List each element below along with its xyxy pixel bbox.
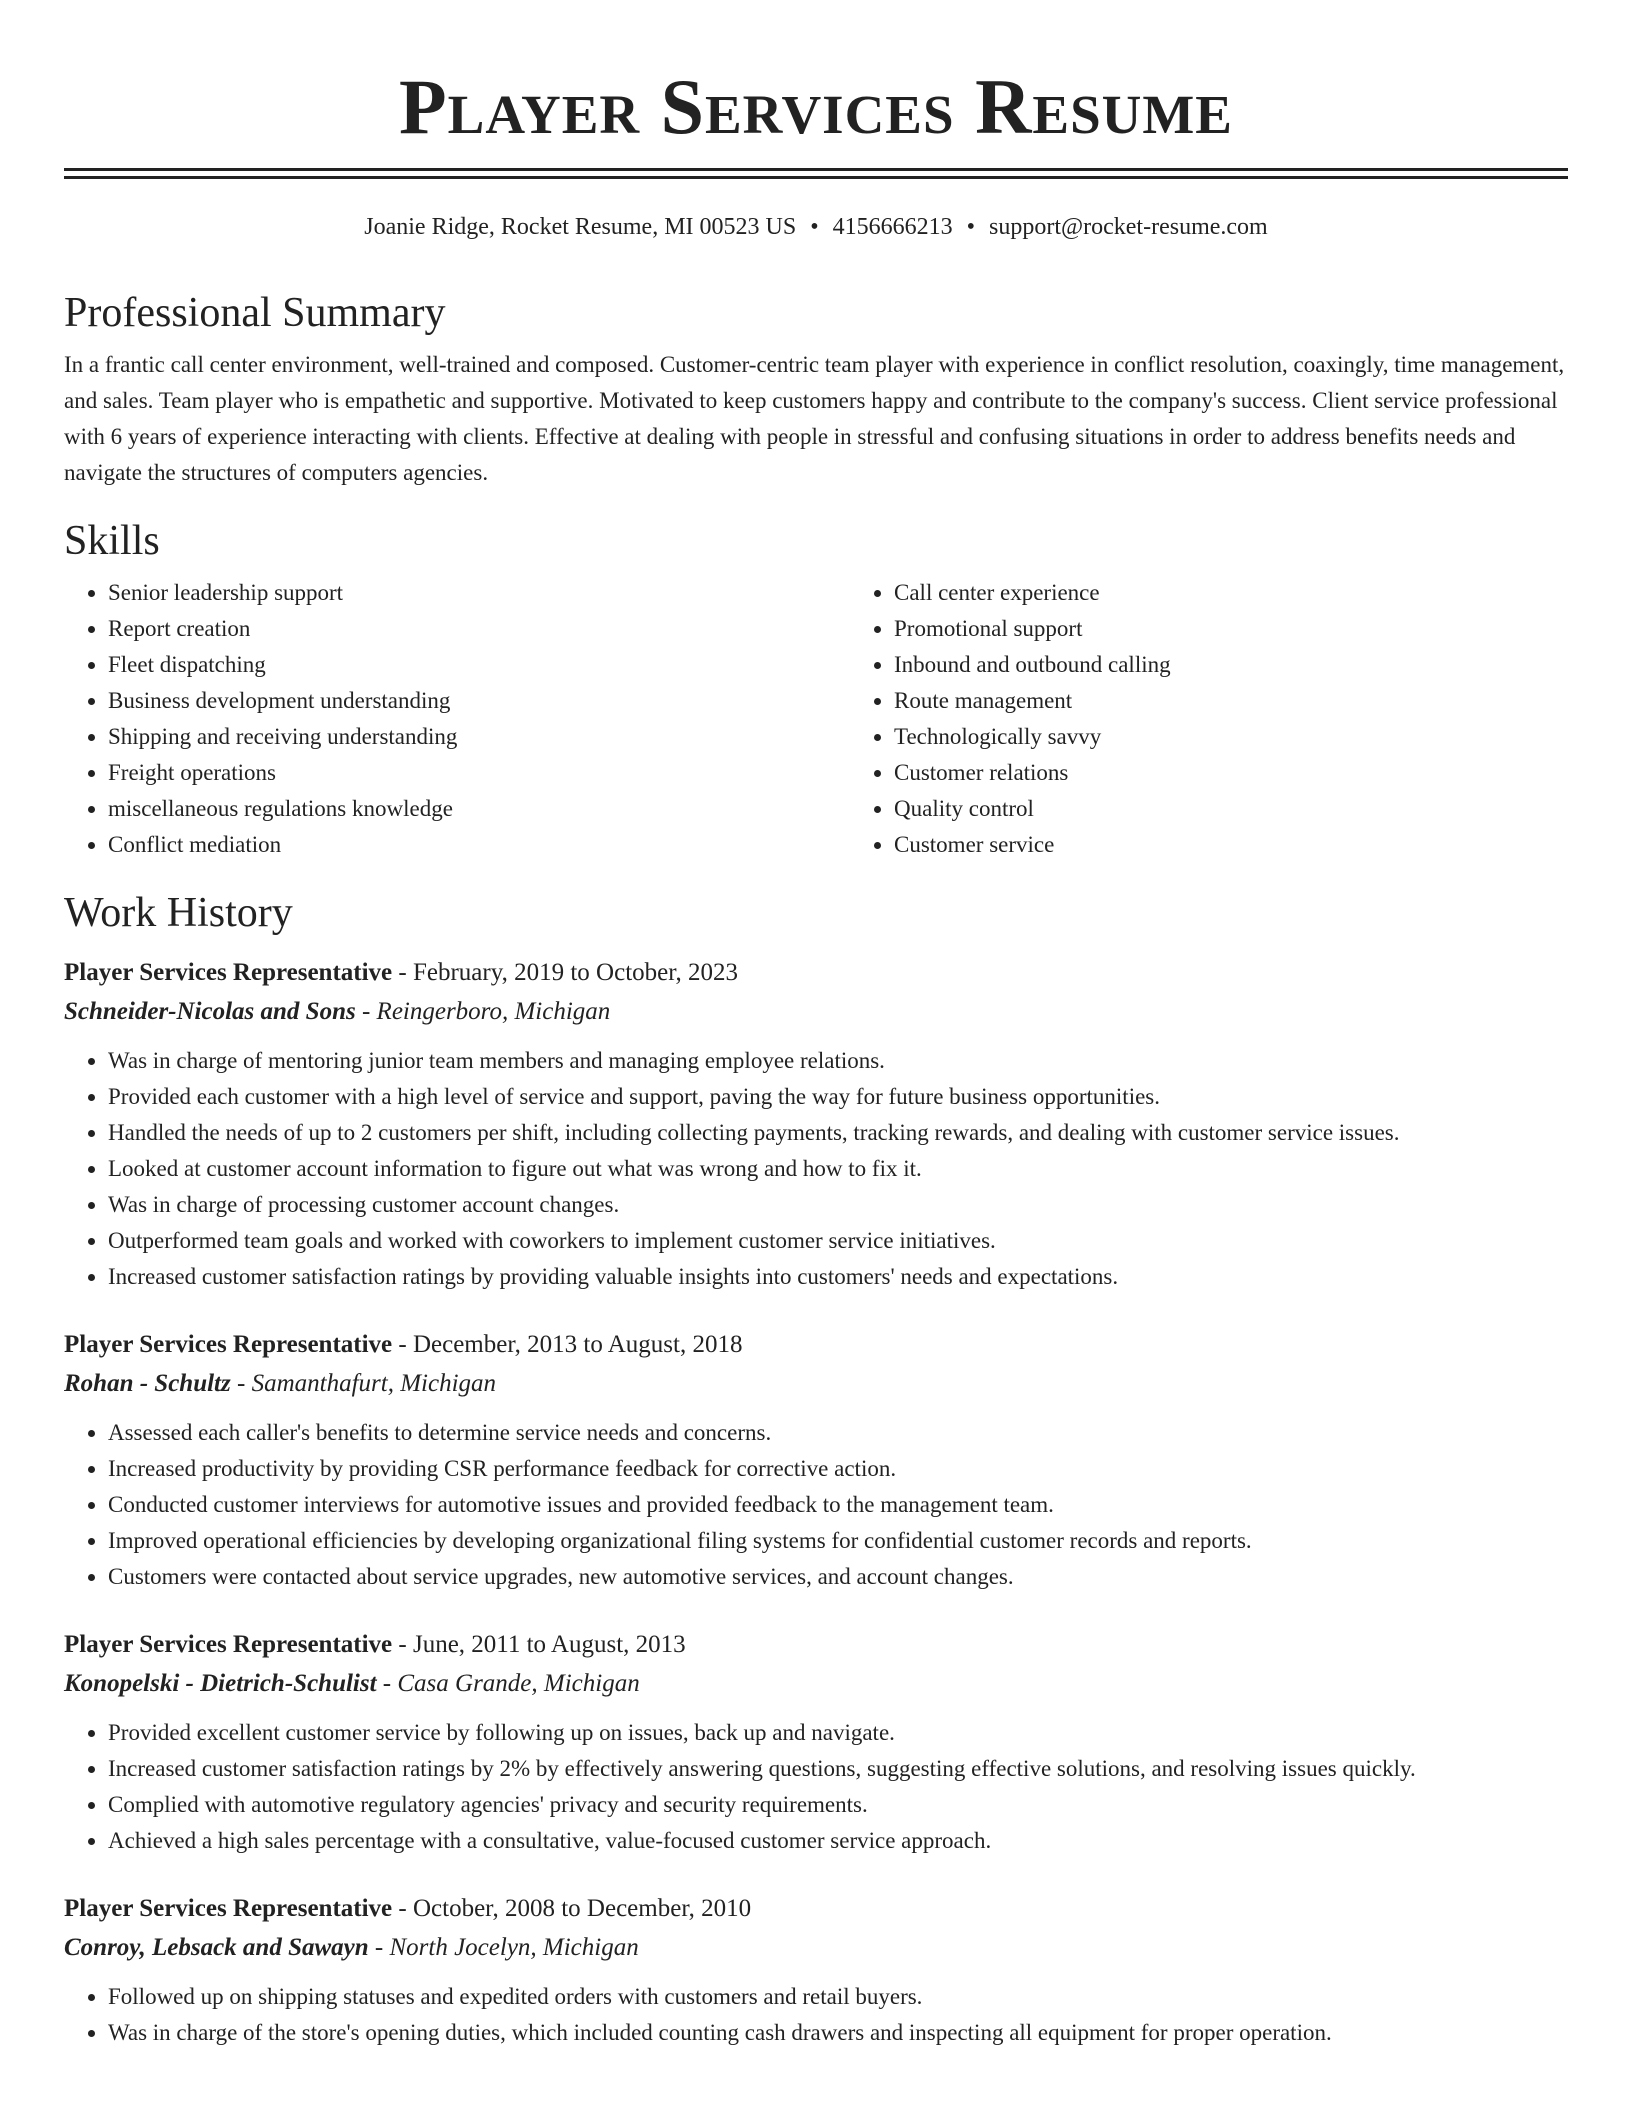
summary-text: In a frantic call center environment, well-trained and composed. Customer-centric team player with experience in conflict resolution, coaxingly, time management, and sales. Team player who is empathetic and supportive. Motivated to keep customers happy and contribute to the company's success. Client service professional with 6 years of experience interacting with clients. Effective at dealing with people in stressful and confusing situations in order to address benefits needs and navigate the structures of computers agencies. (64, 352, 1565, 485)
job-bullet: • Provided each customer with a high level of service and support, paving the way for future business opportunities. (108, 1079, 1568, 1115)
job-bullet: • Complied with automotive regulatory agencies' privacy and security requirements. (108, 1787, 1568, 1823)
skill-item: • Senior leadership support (108, 575, 850, 611)
job-bullet: • Was in charge of mentoring junior team members and managing employee relations. (108, 1043, 1568, 1079)
job-entry (64, 1325, 1568, 1595)
skill-item: • Report creation (108, 611, 850, 647)
skills-heading: Skills (64, 518, 160, 564)
job-bullet: • Handled the needs of up to 2 customers per shift, including collecting payments, tracking rewards, and dealing with customer service issues. (108, 1115, 1568, 1151)
job-company-line (64, 1928, 1568, 1967)
job-title: Player Services Representative (64, 1631, 393, 1658)
job-company-line (64, 1664, 1568, 1703)
skills-column-right (850, 575, 1632, 863)
contact-separator: • (966, 214, 976, 240)
title-divider (64, 168, 1568, 171)
contact-separator: • (810, 214, 819, 240)
title-divider-lower (64, 176, 1568, 179)
job-bullet: • Increased customer satisfaction ratings by 2% by effectively answering questions, suggesting effective solutions, and resolving issues quickly. (108, 1751, 1568, 1787)
resume-sheet (64, 0, 1568, 2051)
job-company-line (64, 1364, 1568, 1403)
job-bullet: • Achieved a high sales percentage with a consultative, value-focused customer service approach. (108, 1823, 1568, 1859)
skill-item: • Freight operations (108, 755, 850, 791)
work-history-heading: Work History (64, 890, 293, 936)
job-bullet: • Looked at customer account information to figure out what was wrong and how to fix it. (108, 1151, 1568, 1187)
job-dash: - (392, 1895, 413, 1922)
job-dates: February, 2019 to October, 2023 (412, 959, 739, 986)
job-bullets (64, 1979, 1568, 2051)
job-location: Reingerboro, Michigan (376, 998, 611, 1025)
skill-item: • Promotional support (894, 611, 1632, 647)
skill-item: • Customer relations (894, 755, 1632, 791)
job-bullet: • Assessed each caller's benefits to determine service needs and concerns. (108, 1415, 1568, 1451)
skill-item: • Conflict mediation (108, 827, 850, 863)
skill-item: • Route management (894, 683, 1632, 719)
summary-heading: Professional Summary (64, 290, 446, 336)
job-bullets (64, 1415, 1568, 1595)
job-bullet: • Customers were contacted about service upgrades, new automotive services, and account changes. (108, 1559, 1568, 1595)
skills-list (64, 575, 1568, 863)
job-bullet: • Was in charge of the store's opening duties, which included counting cash drawers and inspecting all equipment for proper operation. (108, 2015, 1568, 2051)
job-header (64, 1889, 1568, 1928)
job-company: Konopelski - Dietrich-Schulist (64, 1670, 377, 1697)
job-entry (64, 953, 1568, 1295)
job-bullet: • Was in charge of processing customer account changes. (108, 1187, 1568, 1223)
job-bullet: • Increased customer satisfaction ratings by providing valuable insights into customers' needs and expectations. (108, 1259, 1568, 1295)
skill-item: • Shipping and receiving understanding (108, 719, 850, 755)
job-company: Rohan - Schultz (64, 1370, 231, 1397)
contact-address: Joanie Ridge, Rocket Resume, MI 00523 US (364, 214, 797, 240)
job-bullet: • Outperformed team goals and worked with coworkers to implement customer service initiatives. (108, 1223, 1568, 1259)
job-bullet: • Followed up on shipping statuses and expedited orders with customers and retail buyers. (108, 1979, 1568, 2015)
job-location: North Jocelyn, Michigan (389, 1934, 639, 1961)
job-company: Schneider-Nicolas and Sons (64, 998, 356, 1025)
skill-item: • miscellaneous regulations knowledge (108, 791, 850, 827)
job-title: Player Services Representative (64, 1331, 393, 1358)
job-dash: - (392, 959, 413, 986)
job-dash: - (355, 998, 377, 1025)
job-dash: - (392, 1631, 413, 1658)
skills-column-left (64, 575, 850, 863)
job-header (64, 953, 1568, 992)
job-dash: - (230, 1370, 252, 1397)
job-location: Casa Grande, Michigan (397, 1670, 640, 1697)
job-title: Player Services Representative (64, 959, 393, 986)
job-title: Player Services Representative (64, 1895, 393, 1922)
job-dash: - (368, 1934, 390, 1961)
job-location: Samanthafurt, Michigan (251, 1370, 497, 1397)
skill-item: • Inbound and outbound calling (894, 647, 1632, 683)
contact-line (64, 213, 1568, 241)
job-bullet: • Increased productivity by providing CSR performance feedback for corrective action. (108, 1451, 1568, 1487)
job-bullets (64, 1715, 1568, 1859)
job-bullets (64, 1043, 1568, 1295)
contact-email: support@rocket-resume.com (989, 214, 1268, 240)
work-history-list (64, 953, 1568, 2051)
job-dash: - (392, 1331, 413, 1358)
job-company: Conroy, Lebsack and Sawayn (64, 1934, 369, 1961)
skill-item: • Quality control (894, 791, 1632, 827)
job-company-line (64, 992, 1568, 1031)
skill-item: • Technologically savvy (894, 719, 1632, 755)
job-dates: June, 2011 to August, 2013 (412, 1631, 686, 1658)
skill-item: • Customer service (894, 827, 1632, 863)
job-bullet: • Conducted customer interviews for automotive issues and provided feedback to the management team. (108, 1487, 1568, 1523)
skill-item: • Fleet dispatching (108, 647, 850, 683)
job-dash: - (376, 1670, 398, 1697)
job-dates: December, 2013 to August, 2018 (412, 1331, 743, 1358)
job-entry (64, 1889, 1568, 2051)
skill-item: • Call center experience (894, 575, 1632, 611)
job-bullet: • Improved operational efficiencies by developing organizational filing systems for confidential customer records and reports. (108, 1523, 1568, 1559)
resume-title: Player Services Resume (398, 63, 1233, 150)
job-header (64, 1625, 1568, 1664)
job-entry (64, 1625, 1568, 1859)
skill-item: • Business development understanding (108, 683, 850, 719)
job-bullet: • Provided excellent customer service by following up on issues, back up and navigate. (108, 1715, 1568, 1751)
contact-phone: 4156666213 (832, 214, 953, 240)
job-dates: October, 2008 to December, 2010 (412, 1895, 752, 1922)
job-header (64, 1325, 1568, 1364)
